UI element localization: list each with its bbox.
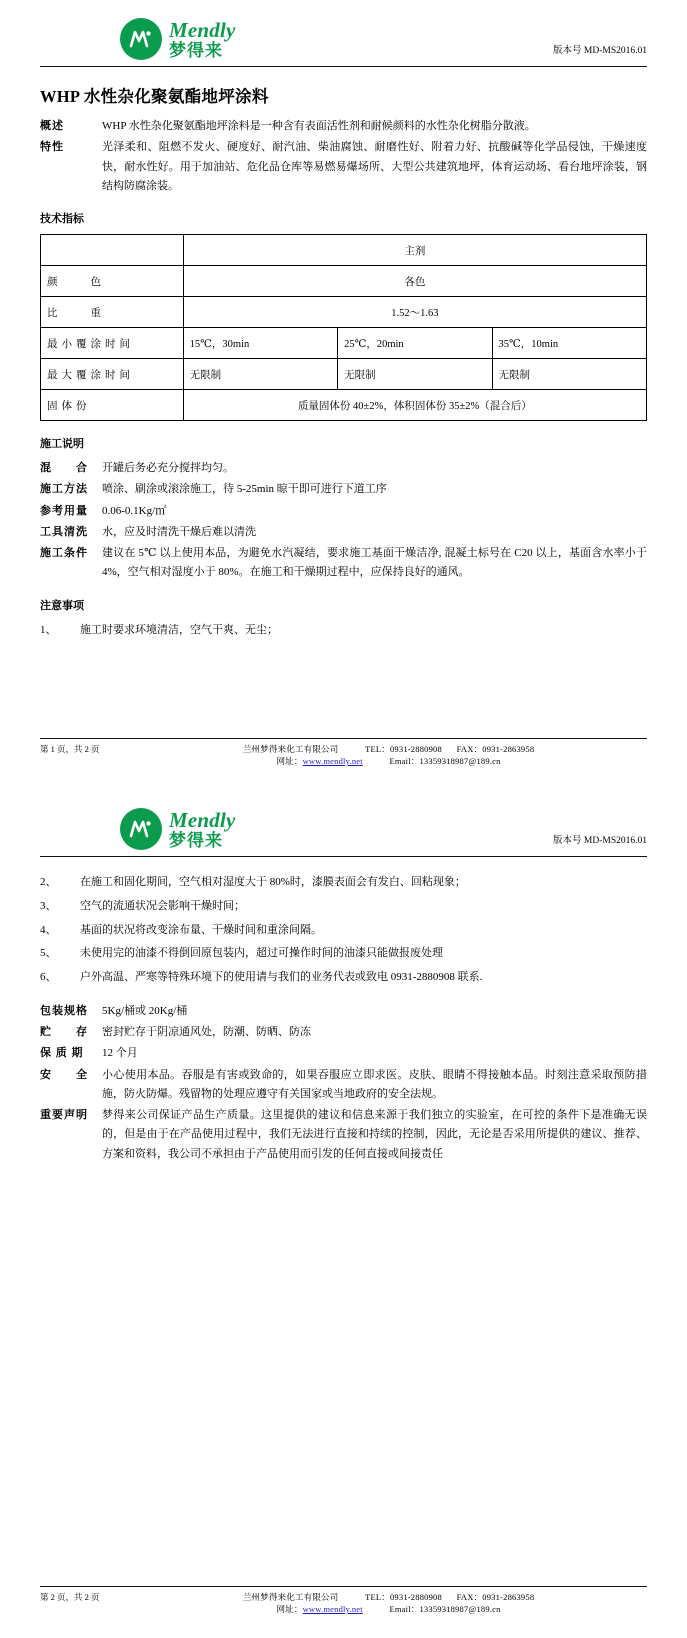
logo-mark-icon	[120, 18, 162, 60]
version-number-2: 版本号 MD-MS2016.01	[553, 836, 647, 846]
page1-header	[0, 0, 687, 60]
section-safety-text: 小心使用本品。吞服是有害或致命的，如果吞服应立即求医。皮肤、眼睛不得接触本品。时刻注意采取预防措施，防火防爆。残留物的处理应遵守有关国家或当地政府的安全法规。	[102, 1068, 647, 1100]
list-item-text: 基面的状况将改变涂布量、干燥时间和重涂间隔。	[80, 923, 322, 936]
section-shelf-life-text: 12 个月	[102, 1047, 138, 1060]
section-packaging	[40, 1002, 647, 1021]
list-item	[40, 897, 647, 917]
section-safety	[40, 1066, 647, 1105]
page-title: WHP 水性杂化聚氨酯地坪涂料	[40, 87, 269, 106]
company-logo	[120, 18, 236, 60]
spec-title: 技术指标	[40, 213, 84, 225]
footer-fax-1: FAX：0931-2863958	[456, 743, 535, 754]
footer-company-2: 兰州梦得来化工有限公司	[242, 1591, 339, 1602]
footer-company-1: 兰州梦得来化工有限公司	[242, 743, 339, 754]
footer-tel-1: TEL：0931-2880908	[365, 743, 442, 754]
construction-conditions-text: 建议在 5℃ 以上使用本品，为避免水汽凝结，要求施工基面干燥洁净, 混凝土标号在 C20 以上，基面含水率小于 4%，空气相对湿度小于 80%。在施工和干燥期过程中，应保持良好的通风。	[102, 547, 647, 579]
page1-content	[0, 67, 687, 640]
list-item	[40, 921, 647, 941]
table-row	[41, 266, 647, 297]
table-cell-empty	[41, 235, 184, 266]
list-item	[40, 968, 647, 988]
version-number-1: 版本号 MD-MS2016.01	[553, 46, 647, 56]
table-row-label: 最大覆涂时间	[41, 359, 184, 390]
list-item	[40, 873, 647, 893]
construction-usage	[40, 502, 647, 521]
construction-mixing	[40, 459, 647, 478]
footer-email-1: 13359318987@189.cn	[419, 756, 501, 767]
section-packaging-text: 5Kg/桶或 20Kg/桶	[102, 1004, 188, 1017]
list-item-number: 5、	[40, 947, 57, 960]
section-packaging-label: 包装规格	[40, 1004, 88, 1017]
construction-conditions	[40, 544, 647, 583]
footer-email-label-1: Email：	[389, 756, 420, 767]
footer-divider-2	[40, 1586, 647, 1587]
page2-header	[0, 790, 687, 850]
table-cell: 15℃，30min	[183, 328, 337, 359]
construction-usage-text: 0.06-0.1Kg/㎡	[102, 504, 167, 517]
list-item-text: 施工时要求环境清洁，空气干爽、无尘；	[80, 623, 278, 636]
table-row-label: 最小覆涂时间	[41, 328, 184, 359]
section-shelf-life	[40, 1044, 647, 1063]
construction-mixing-label: 混 合	[40, 462, 88, 474]
section-storage-label: 贮 存	[40, 1026, 88, 1039]
footer-web-label-2: 网址：	[276, 1604, 303, 1615]
section-features-text: 光泽柔和、阻燃不发火、硬度好、耐汽油、柴油腐蚀、耐磨性好、附着力好、抗酸碱等化学品侵蚀，干燥速度快，耐水性好。用于加油站、危化品仓库等易燃易爆场所、大型公共建筑地坪，体育运动场、看台地坪涂装，钢结构防腐涂装。	[102, 141, 647, 192]
construction-cleaning	[40, 523, 647, 542]
section-disclaimer-label: 重要声明	[40, 1109, 88, 1122]
list-item-text: 户外高温、严寒等特殊环境下的使用请与我们的业务代表或致电 0931-2880908 联系.	[80, 971, 483, 984]
construction-cleaning-label: 工具清洗	[40, 525, 88, 538]
table-cell: 无限制	[183, 359, 337, 390]
page-number-1: 第 1 页，共 2 页	[40, 743, 100, 754]
logo-text-cn: 梦得来	[169, 40, 223, 60]
section-features	[40, 138, 647, 196]
footer-email-label-2: Email：	[389, 1604, 420, 1615]
table-row	[41, 359, 647, 390]
table-cell: 质量固体份 40±2%，体积固体份 35±2%（混合后）	[183, 390, 646, 421]
table-cell: 25℃，20min	[338, 328, 492, 359]
construction-method	[40, 480, 647, 499]
construction-cleaning-text: 水，应及时清洗干燥后难以清洗	[102, 525, 256, 538]
list-item-text: 未使用完的油漆不得倒回原包装内，超过可操作时间的油漆只能做报废处理	[80, 947, 443, 960]
section-storage	[40, 1023, 647, 1042]
table-header-main: 主剂	[183, 235, 646, 266]
list-item-number: 3、	[40, 899, 57, 912]
construction-conditions-label: 施工条件	[40, 547, 88, 559]
footer-tel-2: TEL：0931-2880908	[365, 1591, 442, 1602]
table-cell: 无限制	[492, 359, 646, 390]
company-logo-2	[120, 808, 236, 850]
table-cell: 无限制	[338, 359, 492, 390]
section-overview-label: 概述	[40, 120, 64, 132]
page1-footer	[40, 738, 647, 769]
footer-divider-1	[40, 738, 647, 739]
page-number-2: 第 2 页，共 2 页	[40, 1591, 100, 1602]
list-item	[40, 944, 647, 964]
section-features-label: 特性	[40, 141, 64, 154]
footer-fax-2: FAX：0931-2863958	[456, 1591, 535, 1602]
list-item-number: 6、	[40, 971, 57, 984]
construction-mixing-text: 开罐后务必充分搅拌均匀。	[102, 462, 234, 474]
table-row	[41, 390, 647, 421]
table-cell: 1.52～1.63	[183, 297, 646, 328]
footer-web-label-1: 网址：	[276, 756, 303, 767]
table-row	[41, 297, 647, 328]
table-row-label: 比 重	[41, 297, 184, 328]
construction-usage-label: 参考用量	[40, 504, 88, 517]
list-item	[40, 621, 647, 641]
construction-method-text: 喷涂、刷涂或滚涂施工，待 5-25min 晾干即可进行下道工序	[102, 483, 387, 496]
list-item-number: 4、	[40, 923, 57, 936]
logo-text-cn: 梦得来	[169, 830, 223, 850]
section-safety-label: 安 全	[40, 1068, 88, 1081]
notice-title: 注意事项	[40, 599, 84, 612]
section-overview-text: WHP 水性杂化聚氨酯地坪涂料是一种含有表面活性剂和耐候颜料的水性杂化树脂分散液。	[102, 120, 536, 132]
table-row-label: 固体份	[41, 390, 184, 421]
construction-title: 施工说明	[40, 438, 84, 450]
page2-content	[0, 857, 687, 1164]
table-row-label: 颜 色	[41, 266, 184, 297]
table-cell: 35℃，10min	[492, 328, 646, 359]
footer-web-link-2[interactable]: www.mendly.net	[302, 1604, 363, 1615]
table-cell: 各色	[183, 266, 646, 297]
table-row-header	[41, 235, 647, 266]
spec-table	[40, 234, 647, 421]
footer-email-2: 13359318987@189.cn	[419, 1604, 501, 1615]
logo-text-en: Mendly	[169, 17, 236, 42]
footer-web-link-1[interactable]: www.mendly.net	[302, 756, 363, 767]
section-storage-text: 密封贮存于阴凉通风处，防潮、防晒、防冻	[102, 1026, 311, 1039]
section-disclaimer	[40, 1106, 647, 1164]
logo-text-en: Mendly	[169, 807, 236, 832]
construction-method-label: 施工方法	[40, 483, 88, 496]
page2-footer	[40, 1586, 647, 1617]
section-disclaimer-text: 梦得来公司保证产品生产质量。这里提供的建议和信息来源于我们独立的实验室，在可控的条件下是准确无误的，但是由于在产品使用过程中，我们无法进行直接和持续的控制，因此，无论是否采用所提供的建议、推荐、方案和资料，我公司不承担由于产品使用而引发的任何直接或间接责任	[102, 1109, 647, 1160]
logo-mark-icon	[120, 808, 162, 850]
list-item-number: 2、	[40, 876, 57, 888]
list-item-text: 在施工和固化期间，空气相对湿度大于 80%时，漆膜表面会有发白、回粘现象；	[80, 876, 466, 888]
list-item-number: 1、	[40, 623, 57, 636]
section-shelf-life-label: 保 质 期	[40, 1047, 84, 1060]
table-row	[41, 328, 647, 359]
document-page-2	[0, 790, 687, 1638]
section-overview	[40, 117, 647, 136]
document-page-1	[0, 0, 687, 790]
list-item-text: 空气的流通状况会影响干燥时间；	[80, 899, 245, 912]
